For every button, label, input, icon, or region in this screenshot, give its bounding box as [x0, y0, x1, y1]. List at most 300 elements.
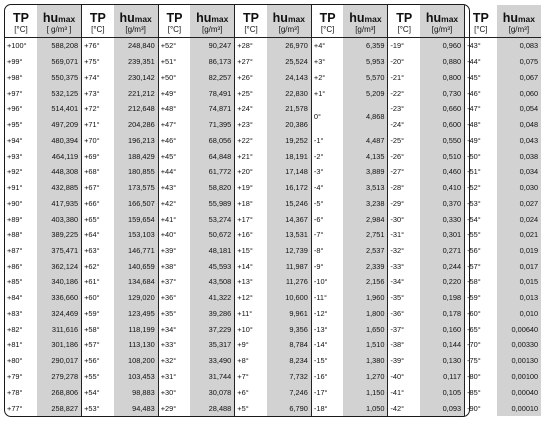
humidity-cell: 514,401: [37, 101, 82, 117]
humidity-cell: 432,885: [37, 180, 82, 196]
header-row: [5, 5, 541, 25]
humidity-cell: 2,751: [343, 227, 388, 243]
humidity-cell: 5,570: [343, 70, 388, 86]
humidity-cell: 0,019: [497, 243, 541, 259]
dew-point-cell: -9°: [311, 258, 343, 274]
humidity-cell: 0,330: [420, 211, 465, 227]
dew-point-cell: +88°: [7, 230, 23, 240]
hu-header-sub: max: [134, 14, 152, 24]
humidity-cell: 113,130: [114, 337, 159, 353]
dew-point-cell: +63°: [82, 243, 114, 259]
humidity-cell: 58,820: [190, 180, 235, 196]
humidity-cell: 17,148: [267, 164, 312, 180]
dew-point-cell: -44°: [465, 54, 497, 70]
dew-point-cell: +65°: [82, 211, 114, 227]
humidity-cell: 4,135: [343, 148, 388, 164]
dew-point-cell: -1°: [311, 133, 343, 149]
humidity-cell: 22,830: [267, 85, 312, 101]
humidity-cell: 588,208: [37, 38, 82, 54]
humidity-cell: 0,370: [420, 195, 465, 211]
tp-header-label: TP: [243, 11, 260, 25]
humidity-cell: 0,00100: [497, 369, 541, 385]
humidity-cell: 129,020: [114, 290, 159, 306]
dew-point-cell: +69°: [82, 148, 114, 164]
humidity-cell: 0,600: [420, 117, 465, 133]
dew-point-cell: +98°: [7, 72, 23, 82]
humidity-cell: 3,513: [343, 180, 388, 196]
dew-point-cell: -35°: [388, 290, 420, 306]
humidity-cell: 180,855: [114, 164, 159, 180]
dew-point-cell: +100°: [7, 41, 27, 51]
dew-point-cell: -2°: [311, 148, 343, 164]
dew-point-cell: +16°: [235, 227, 267, 243]
tp-header-label: TP: [166, 11, 183, 25]
dew-point-cell: +20°: [235, 164, 267, 180]
dew-point-cell: +59°: [82, 306, 114, 322]
dew-point-cell: -24°: [388, 117, 420, 133]
dew-point-cell: +64°: [82, 227, 114, 243]
dew-point-cell: +61°: [82, 274, 114, 290]
dew-point-cell: +51°: [158, 54, 190, 70]
table-row: [5, 321, 541, 337]
dew-point-cell: +45°: [158, 148, 190, 164]
dew-point-cell: +73°: [82, 85, 114, 101]
humidity-cell: 0,021: [497, 227, 541, 243]
humidity-cell: 0,015: [497, 274, 541, 290]
tp-header: [235, 5, 267, 25]
humidity-cell: 204,286: [114, 117, 159, 133]
humidity-cell: 33,490: [190, 353, 235, 369]
humidity-cell: 324,469: [37, 306, 82, 322]
humidity-cell: 48,181: [190, 243, 235, 259]
humidity-cell: 94,483: [114, 400, 159, 416]
humidity-cell: 0,178: [420, 306, 465, 322]
humidity-cell: 71,395: [190, 117, 235, 133]
dew-point-cell: +23°: [235, 117, 267, 133]
table-row: [5, 369, 541, 385]
humidity-cell: 26,970: [267, 38, 312, 54]
humidity-cell: 90,247: [190, 38, 235, 54]
humidity-cell: 8,784: [267, 337, 312, 353]
humidity-cell: 0,460: [420, 164, 465, 180]
hu-header-sub: max: [287, 14, 305, 24]
tp-header-label: TP: [319, 11, 336, 25]
table-row: [5, 180, 541, 196]
humidity-cell: 21,578: [267, 101, 312, 117]
humidity-cell: 258,827: [37, 400, 82, 416]
table-row: [5, 211, 541, 227]
humidity-cell: 0,075: [497, 54, 541, 70]
humidity-cell: 30,078: [190, 384, 235, 400]
dew-point-cell: +33°: [158, 337, 190, 353]
table-row: [5, 274, 541, 290]
tp-header: [5, 5, 37, 25]
humidity-cell: 0,510: [420, 148, 465, 164]
dew-point-cell: +94°: [7, 135, 23, 145]
hu-header-sub: max: [364, 14, 382, 24]
humidity-cell: 268,806: [37, 384, 82, 400]
dew-point-cell: -22°: [388, 85, 420, 101]
dew-point-cell: +68°: [82, 164, 114, 180]
hu-unit: [g/m³]: [114, 25, 159, 38]
dew-point-cell: +96°: [7, 104, 23, 114]
humidity-cell: 311,616: [37, 321, 82, 337]
humidity-cell: 166,507: [114, 195, 159, 211]
hu-header-sub: max: [58, 14, 76, 24]
dew-point-cell: +41°: [158, 211, 190, 227]
dew-point-cell: -38°: [388, 337, 420, 353]
dew-point-cell: +24°: [235, 101, 267, 117]
humidity-cell: 375,471: [37, 243, 82, 259]
dew-point-cell: +78°: [7, 387, 23, 397]
dew-point-cell: -28°: [388, 180, 420, 196]
humidity-cell: 464,119: [37, 148, 82, 164]
dew-point-cell: +80°: [7, 356, 23, 366]
dew-point-cell: +48°: [158, 101, 190, 117]
dew-point-cell: -60°: [465, 306, 497, 322]
dew-point-cell: -47°: [465, 101, 497, 117]
dew-point-cell: -56°: [465, 243, 497, 259]
table-row: [5, 54, 541, 70]
dew-point-cell: +44°: [158, 164, 190, 180]
humidity-cell: 0,030: [497, 180, 541, 196]
dew-point-cell: +32°: [158, 353, 190, 369]
humidity-table: [5, 5, 541, 416]
humidity-cell: 1,380: [343, 353, 388, 369]
dew-point-cell: -4°: [311, 180, 343, 196]
tp-header-label: TP: [13, 11, 29, 25]
tp-unit: [°C]: [5, 25, 37, 38]
humidity-cell: 0,105: [420, 384, 465, 400]
hu-max-header: [37, 5, 82, 25]
humidity-cell: 0,198: [420, 290, 465, 306]
table-row: [5, 384, 541, 400]
hu-header-sub: max: [517, 14, 535, 24]
humidity-cell: 4,487: [343, 133, 388, 149]
table-row: [5, 243, 541, 259]
dew-point-cell: +81°: [7, 340, 23, 350]
dew-point-cell: +72°: [82, 101, 114, 117]
humidity-cell: 16,172: [267, 180, 312, 196]
dew-point-cell: +31°: [158, 369, 190, 385]
humidity-cell: 0,550: [420, 133, 465, 149]
dew-point-cell: -52°: [465, 180, 497, 196]
dew-point-cell: -13°: [311, 321, 343, 337]
dew-point-cell: -27°: [388, 164, 420, 180]
humidity-cell: 248,840: [114, 38, 159, 54]
dew-point-cell: -57°: [465, 258, 497, 274]
dew-point-cell: +92°: [7, 167, 23, 177]
humidity-cell: 28,488: [190, 400, 235, 416]
humidity-cell: 31,744: [190, 369, 235, 385]
hu-max-header: [343, 5, 388, 25]
humidity-cell: 0,00040: [497, 384, 541, 400]
dew-point-cell: +7°: [235, 369, 267, 385]
dew-point-cell: +25°: [235, 85, 267, 101]
humidity-cell: 340,186: [37, 274, 82, 290]
dew-point-cell: -41°: [388, 384, 420, 400]
dew-point-cell: -10°: [311, 274, 343, 290]
humidity-cell: 362,124: [37, 258, 82, 274]
table-row: [5, 337, 541, 353]
humidity-cell: 74,871: [190, 101, 235, 117]
dew-point-cell: +62°: [82, 258, 114, 274]
dew-point-cell: +34°: [158, 321, 190, 337]
dew-point-cell: -32°: [388, 243, 420, 259]
humidity-cell: 6,790: [267, 400, 312, 416]
humidity-cell: 448,308: [37, 164, 82, 180]
humidity-cell: 50,672: [190, 227, 235, 243]
dew-point-cell: +53°: [82, 400, 114, 416]
humidity-cell: 0,271: [420, 243, 465, 259]
hu-header-label: hu: [272, 11, 288, 25]
dew-point-cell: +43°: [158, 180, 190, 196]
dew-point-cell: -59°: [465, 290, 497, 306]
humidity-cell: 0,960: [420, 38, 465, 54]
humidity-cell: 12,739: [267, 243, 312, 259]
humidity-cell: 0,220: [420, 274, 465, 290]
dew-point-cell: +85°: [7, 277, 23, 287]
humidity-cell: 159,654: [114, 211, 159, 227]
dew-point-cell: +37°: [158, 274, 190, 290]
humidity-cell: 0,034: [497, 164, 541, 180]
humidity-cell: 2,984: [343, 211, 388, 227]
dew-point-cell: +39°: [158, 243, 190, 259]
dew-point-cell: +75°: [82, 54, 114, 70]
humidity-cell: 123,495: [114, 306, 159, 322]
table-row: [5, 290, 541, 306]
humidity-cell: 108,200: [114, 353, 159, 369]
dew-point-cell: -75°: [465, 353, 497, 369]
dew-point-cell: -6°: [311, 211, 343, 227]
dew-point-cell: +42°: [158, 195, 190, 211]
humidity-cell: 7,246: [267, 384, 312, 400]
dew-point-cell: -17°: [311, 384, 343, 400]
table-row: [5, 101, 541, 117]
dew-point-cell: +1°: [311, 85, 343, 101]
dew-point-cell: -19°: [388, 38, 420, 54]
humidity-cell: 0,00010: [497, 400, 541, 416]
hu-header-label: hu: [349, 11, 365, 25]
humidity-cell: 1,650: [343, 321, 388, 337]
dew-point-cell: -46°: [465, 85, 497, 101]
dew-point-cell: +6°: [235, 384, 267, 400]
humidity-cell: 37,229: [190, 321, 235, 337]
humidity-cell: 497,209: [37, 117, 82, 133]
humidity-cell: 0,00330: [497, 337, 541, 353]
humidity-cell: 0,013: [497, 290, 541, 306]
humidity-cell: 230,142: [114, 70, 159, 86]
dew-point-cell: +57°: [82, 337, 114, 353]
hu-header-label: hu: [502, 11, 518, 25]
dew-point-cell: +58°: [82, 321, 114, 337]
hu-max-header: [497, 5, 541, 25]
humidity-cell: 9,961: [267, 306, 312, 322]
table-row: [5, 148, 541, 164]
humidity-cell: 196,213: [114, 133, 159, 149]
dew-point-cell: -15°: [311, 353, 343, 369]
humidity-cell: 301,186: [37, 337, 82, 353]
dew-point-cell: +22°: [235, 133, 267, 149]
humidity-cell: 35,317: [190, 337, 235, 353]
humidity-cell: 1,960: [343, 290, 388, 306]
humidity-cell: 55,989: [190, 195, 235, 211]
dew-point-cell: +14°: [235, 258, 267, 274]
humidity-cell: 173,575: [114, 180, 159, 196]
table-row: [5, 195, 541, 211]
humidity-table-panel: [4, 4, 539, 417]
dew-point-cell: -26°: [388, 148, 420, 164]
units-row: [5, 25, 541, 38]
table-row: [5, 353, 541, 369]
humidity-cell: 3,889: [343, 164, 388, 180]
dew-point-cell: +87°: [7, 246, 23, 256]
tp-header-label: TP: [89, 11, 106, 25]
tp-header: [465, 5, 497, 25]
tp-unit: [°C]: [465, 25, 497, 38]
dew-point-cell: -23°: [388, 101, 420, 117]
humidity-cell: 0,00130: [497, 353, 541, 369]
dew-point-cell: +54°: [82, 384, 114, 400]
dew-point-cell: +21°: [235, 148, 267, 164]
humidity-cell: 0,117: [420, 369, 465, 385]
humidity-cell: 0,880: [420, 54, 465, 70]
dew-point-cell: -8°: [311, 243, 343, 259]
dew-point-cell: +95°: [7, 120, 23, 130]
humidity-cell: 0,00640: [497, 321, 541, 337]
tp-header: [388, 5, 420, 25]
humidity-cell: 569,071: [37, 54, 82, 70]
hu-header-sub: max: [441, 14, 459, 24]
dew-point-cell: +28°: [235, 38, 267, 54]
hu-header-label: hu: [196, 11, 212, 25]
humidity-cell: 550,375: [37, 70, 82, 86]
dew-point-cell: -55°: [465, 227, 497, 243]
humidity-cell: 118,199: [114, 321, 159, 337]
humidity-cell: 0,060: [497, 85, 541, 101]
humidity-cell: 389,225: [37, 227, 82, 243]
tp-header: [82, 5, 114, 25]
dew-point-cell: +40°: [158, 227, 190, 243]
dew-point-cell: +52°: [158, 38, 190, 54]
humidity-cell: 82,257: [190, 70, 235, 86]
humidity-cell: 13,531: [267, 227, 312, 243]
dew-point-cell: -37°: [388, 321, 420, 337]
humidity-cell: 0,301: [420, 227, 465, 243]
dew-point-cell: +13°: [235, 274, 267, 290]
dew-point-cell: -11°: [311, 290, 343, 306]
tp-unit: [°C]: [235, 25, 267, 38]
dew-point-cell: +11°: [235, 306, 267, 322]
dew-point-cell: +90°: [7, 198, 23, 208]
humidity-cell: 0,130: [420, 353, 465, 369]
dew-point-cell: +10°: [235, 321, 267, 337]
dew-point-cell: +67°: [82, 180, 114, 196]
dew-point-cell: -18°: [311, 400, 343, 416]
dew-point-cell: -42°: [388, 400, 420, 416]
humidity-cell: 15,246: [267, 195, 312, 211]
humidity-cell: 68,056: [190, 133, 235, 149]
humidity-cell: 0,054: [497, 101, 541, 117]
dew-point-cell: +55°: [82, 369, 114, 385]
humidity-cell: 45,593: [190, 258, 235, 274]
humidity-cell: 1,050: [343, 400, 388, 416]
humidity-cell: 11,276: [267, 274, 312, 290]
dew-point-cell: +35°: [158, 306, 190, 322]
tp-unit: [°C]: [311, 25, 343, 38]
humidity-cell: 14,367: [267, 211, 312, 227]
dew-point-cell: +27°: [235, 54, 267, 70]
tp-unit: [°C]: [82, 25, 114, 38]
tp-unit: [°C]: [158, 25, 190, 38]
hu-unit: [g/m³]: [497, 25, 541, 38]
hu-header-label: hu: [119, 11, 135, 25]
dew-point-cell: -36°: [388, 306, 420, 322]
dew-point-cell: +18°: [235, 195, 267, 211]
dew-point-cell: -16°: [311, 369, 343, 385]
dew-point-cell: -90°: [465, 400, 497, 416]
dew-point-cell: +30°: [158, 384, 190, 400]
humidity-cell: 18,191: [267, 148, 312, 164]
humidity-cell: 2,339: [343, 258, 388, 274]
humidity-cell: 53,274: [190, 211, 235, 227]
humidity-cell: 221,212: [114, 85, 159, 101]
humidity-cell: 212,648: [114, 101, 159, 117]
table-row: [5, 258, 541, 274]
dew-point-cell: +47°: [158, 117, 190, 133]
dew-point-cell: -70°: [465, 337, 497, 353]
dew-point-cell: -31°: [388, 227, 420, 243]
humidity-cell: 0,083: [497, 38, 541, 54]
humidity-cell: 0,010: [497, 306, 541, 322]
dew-point-cell: -21°: [388, 70, 420, 86]
hu-unit: [ g/m³ ]: [37, 25, 82, 38]
humidity-cell: 8,234: [267, 353, 312, 369]
dew-point-cell: -45°: [465, 70, 497, 86]
dew-point-cell: -29°: [388, 195, 420, 211]
humidity-cell: 403,380: [37, 211, 82, 227]
dew-point-cell: +97°: [7, 88, 23, 98]
humidity-cell: 5,953: [343, 54, 388, 70]
dew-point-cell: +36°: [158, 290, 190, 306]
humidity-cell: 0,038: [497, 148, 541, 164]
dew-point-cell: -43°: [465, 38, 497, 54]
hu-unit: [g/m³]: [420, 25, 465, 38]
dew-point-cell: -33°: [388, 258, 420, 274]
humidity-cell: 43,508: [190, 274, 235, 290]
table-row: [5, 133, 541, 149]
dew-point-cell: +99°: [7, 57, 23, 67]
humidity-cell: 290,017: [37, 353, 82, 369]
humidity-cell: 20,386: [267, 117, 312, 133]
dew-point-cell: -80°: [465, 369, 497, 385]
humidity-cell: 1,510: [343, 337, 388, 353]
dew-point-cell: -20°: [388, 54, 420, 70]
dew-point-cell: -12°: [311, 306, 343, 322]
humidity-cell: 0,410: [420, 180, 465, 196]
tp-header-label: TP: [396, 11, 413, 25]
humidity-cell: 24,143: [267, 70, 312, 86]
dew-point-cell: -50°: [465, 148, 497, 164]
dew-point-cell: +83°: [7, 308, 23, 318]
humidity-cell: 19,252: [267, 133, 312, 149]
dew-point-cell: -85°: [465, 384, 497, 400]
humidity-cell: 11,987: [267, 258, 312, 274]
humidity-cell: 78,491: [190, 85, 235, 101]
dew-point-cell: -51°: [465, 164, 497, 180]
dew-point-cell: +91°: [7, 183, 23, 193]
dew-point-cell: -48°: [465, 117, 497, 133]
